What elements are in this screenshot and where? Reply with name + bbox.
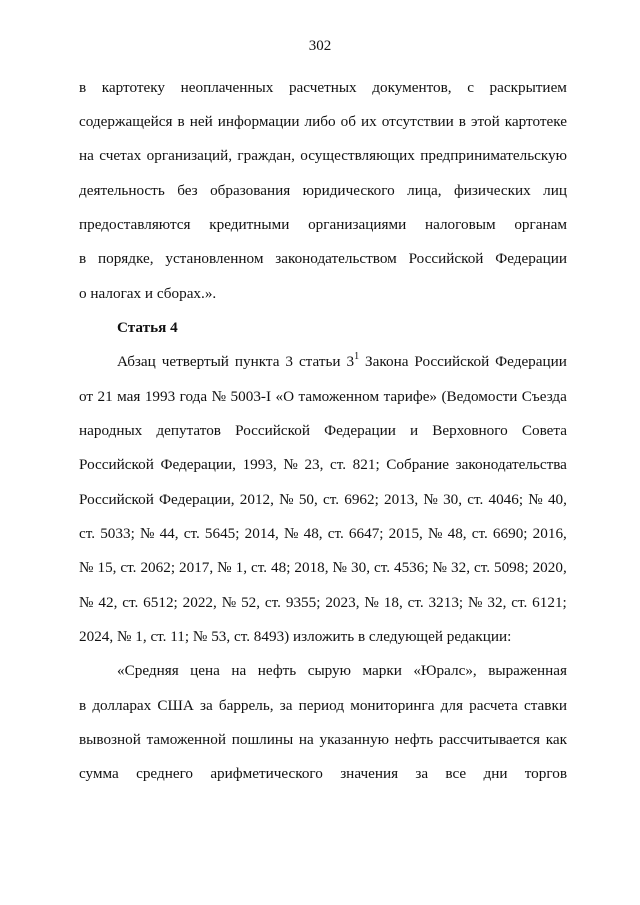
text-line [79, 696, 567, 716]
word: ст. [327, 525, 344, 542]
word: картотеку [101, 79, 166, 96]
text-line [79, 421, 567, 441]
word: ст. [473, 559, 491, 576]
word: таможенной [146, 731, 227, 748]
article-heading: Статья 4 [117, 319, 178, 336]
word: Съезда [521, 388, 567, 405]
text-line [79, 146, 567, 166]
word: № [468, 594, 483, 611]
word: лица, [407, 182, 442, 199]
word: за [279, 697, 293, 714]
word: США [157, 697, 194, 714]
word: таможенном [298, 388, 380, 405]
word: на [79, 147, 94, 164]
word: арифметического [210, 765, 323, 782]
word: 40, [547, 491, 567, 508]
word: неоплаченных [180, 79, 274, 96]
word: торгов [524, 765, 567, 782]
word: 4536; [393, 559, 429, 576]
word: Федерации, [160, 456, 236, 473]
word: Российской [79, 491, 154, 508]
word: в [458, 113, 466, 130]
word: марки [362, 662, 402, 679]
word: 44, [159, 525, 179, 542]
word: 821; [352, 456, 380, 473]
word: установленном [165, 250, 264, 267]
word: № [432, 559, 448, 576]
word: все [445, 765, 467, 782]
word: как [545, 731, 567, 748]
word: ней [189, 113, 213, 130]
word: Российской [408, 250, 484, 267]
word: информации [217, 113, 300, 130]
word: № [211, 388, 227, 405]
word: без [177, 182, 198, 199]
word: их [360, 113, 377, 130]
word: Верховного [432, 422, 508, 439]
word: с [467, 79, 474, 96]
word: за [199, 697, 213, 714]
word: 2017, [179, 559, 214, 576]
word: 2018, [294, 559, 329, 576]
word: 2016, [532, 525, 567, 542]
word: содержащейся [79, 113, 173, 130]
word: за [415, 765, 429, 782]
word: ставки [523, 697, 567, 714]
word: период [298, 697, 345, 714]
word: раскрытием [489, 79, 567, 96]
word: мониторинга [350, 697, 435, 714]
word: пошлины [231, 731, 294, 748]
word: образования [210, 182, 291, 199]
word: «Юралс», [413, 662, 477, 679]
word: деятельность [79, 182, 165, 199]
word: Закона [365, 353, 409, 370]
word: Российской [414, 353, 490, 370]
word: депутатов [156, 422, 221, 439]
word: документов, [372, 79, 452, 96]
word: 1, [235, 559, 248, 576]
word: на [231, 662, 247, 679]
word: вывозной [79, 731, 141, 748]
word: Собрание [386, 456, 450, 473]
word: 6647; [348, 525, 384, 542]
word: 23, [304, 456, 324, 473]
word: 5033; [100, 525, 135, 542]
text-line [79, 215, 567, 235]
word: ст. [79, 525, 96, 542]
word: цена [190, 662, 220, 679]
word: счетах [99, 147, 142, 164]
word: народных [79, 422, 143, 439]
word: № [279, 491, 294, 508]
word: дни [483, 765, 508, 782]
word: предоставляются [79, 216, 191, 233]
text-line: 2024, № 1, ст. 11; № 53, ст. 8493) изложить в следующей редакции: [79, 628, 512, 645]
word: Федерации [495, 250, 567, 267]
word: 1993, [242, 456, 277, 473]
word: № [423, 491, 438, 508]
word: № [364, 594, 379, 611]
word: четвертый [161, 353, 229, 370]
word: осуществляющих [300, 147, 415, 164]
word: организациями [308, 216, 407, 233]
word: законодательства [455, 456, 567, 473]
word: сырую [307, 662, 351, 679]
first-line-content [117, 352, 567, 372]
word: указанную [319, 731, 389, 748]
word: 5098; [493, 559, 529, 576]
page-number: 302 [308, 38, 332, 54]
word: № [283, 456, 298, 473]
word: Совета [521, 422, 567, 439]
word: в [79, 250, 87, 267]
word: Федерации [324, 422, 396, 439]
word: № [332, 559, 348, 576]
word: долларах [92, 697, 152, 714]
word: от [79, 388, 94, 405]
word: 6512; [143, 594, 178, 611]
word: № [79, 559, 94, 576]
word: в [177, 113, 185, 130]
word: № [283, 525, 299, 542]
word: лиц [543, 182, 567, 199]
word: 2062; [140, 559, 176, 576]
word: налоговым [424, 216, 496, 233]
text-line-first [117, 352, 567, 372]
word: кредитными [209, 216, 290, 233]
word: 2012, [239, 491, 274, 508]
word: среднего [136, 765, 194, 782]
text-line [79, 593, 567, 613]
text-line [79, 78, 567, 98]
word: 42, [98, 594, 118, 611]
word: Федерации, [159, 491, 235, 508]
word: 5003-I [230, 388, 272, 405]
word: 52, [241, 594, 261, 611]
superscript: 1 [354, 352, 360, 362]
word: 1993 [144, 388, 176, 405]
word: мая [117, 388, 141, 405]
word: порядке, [97, 250, 154, 267]
word: ст. [264, 594, 281, 611]
word: 6962; [344, 491, 379, 508]
word: № [139, 525, 155, 542]
word: 9355; [285, 594, 321, 611]
word: ст. [120, 559, 137, 576]
word: расчета [469, 697, 518, 714]
word: $3^1$ [346, 352, 360, 370]
word: «Средняя [117, 662, 179, 679]
word: ст. [373, 559, 390, 576]
word: Российской [235, 422, 310, 439]
word: 48, [447, 525, 467, 542]
word: граждан, [237, 147, 295, 164]
word: 32, [487, 594, 507, 611]
word: органам [514, 216, 567, 233]
text-line [79, 490, 567, 510]
word: ст. [511, 594, 528, 611]
word: 5645; [204, 525, 240, 542]
word: статьи [298, 353, 341, 370]
word: баррель, [218, 697, 274, 714]
word: ст. [330, 456, 347, 473]
word: нефть [257, 662, 297, 679]
word: 21 [97, 388, 113, 405]
text-line [79, 112, 567, 132]
word: ст. [183, 525, 200, 542]
word: 18, [383, 594, 403, 611]
word: 2013, [384, 491, 419, 508]
text-line [117, 661, 567, 681]
word: 30, [351, 559, 370, 576]
word: юридического [302, 182, 395, 199]
word: ст. [322, 491, 340, 508]
word: расчетных [288, 79, 357, 96]
word: «О [275, 388, 295, 405]
word: № [528, 491, 543, 508]
word: 4046; [488, 491, 524, 508]
text-line [79, 181, 567, 201]
word: на [298, 731, 314, 748]
word: Федерации [495, 353, 567, 370]
word: (Ведомости [441, 388, 518, 405]
word: организаций, [146, 147, 233, 164]
word: ст. [122, 594, 139, 611]
word: 2023, [325, 594, 360, 611]
word: 6690; [492, 525, 528, 542]
word: 2022, [182, 594, 217, 611]
text-line [79, 764, 567, 784]
word: об [340, 113, 356, 130]
text-line [79, 249, 567, 269]
word: года [179, 388, 208, 405]
word: 48; [271, 559, 291, 576]
text-line [79, 387, 567, 407]
word: либо [304, 113, 336, 130]
text-line [79, 558, 567, 578]
word: № [79, 594, 94, 611]
word: 2020, [532, 559, 567, 576]
word: законодательством [275, 250, 397, 267]
text-line [79, 455, 567, 475]
word: 2014, [244, 525, 279, 542]
text-line: о налогах и сборах.». [79, 285, 217, 302]
word: рассчитывается [438, 731, 540, 748]
word: сумма [79, 765, 119, 782]
word: ст. [407, 594, 424, 611]
word: 3213; [428, 594, 464, 611]
word: Абзац [117, 353, 156, 370]
word: 3 [285, 353, 293, 370]
word: № [217, 559, 232, 576]
word: физических [453, 182, 531, 199]
word: нефть [394, 731, 434, 748]
word: ст. [471, 525, 488, 542]
word: 6121; [532, 594, 567, 611]
word: 30, [443, 491, 463, 508]
word: для [440, 697, 463, 714]
word: 32, [451, 559, 470, 576]
word: отсутствии [381, 113, 454, 130]
word: пункта [234, 353, 280, 370]
word: предпринимательскую [420, 147, 567, 164]
word: № [221, 594, 237, 611]
word: Российской [79, 456, 154, 473]
word: 50, [298, 491, 318, 508]
word: значения [340, 765, 399, 782]
word: ст. [250, 559, 268, 576]
word: 15, [97, 559, 117, 576]
word: и [410, 422, 419, 439]
word: этой [471, 113, 500, 130]
word: 48, [303, 525, 323, 542]
word: 2015, [388, 525, 423, 542]
text-line [79, 524, 567, 544]
word: в [79, 79, 87, 96]
word: выраженная [488, 662, 567, 679]
word: в [79, 697, 87, 714]
word: картотеке [504, 113, 567, 130]
word: № [427, 525, 443, 542]
text-line [79, 730, 567, 750]
word: ст. [467, 491, 484, 508]
word: тарифе» [383, 388, 438, 405]
